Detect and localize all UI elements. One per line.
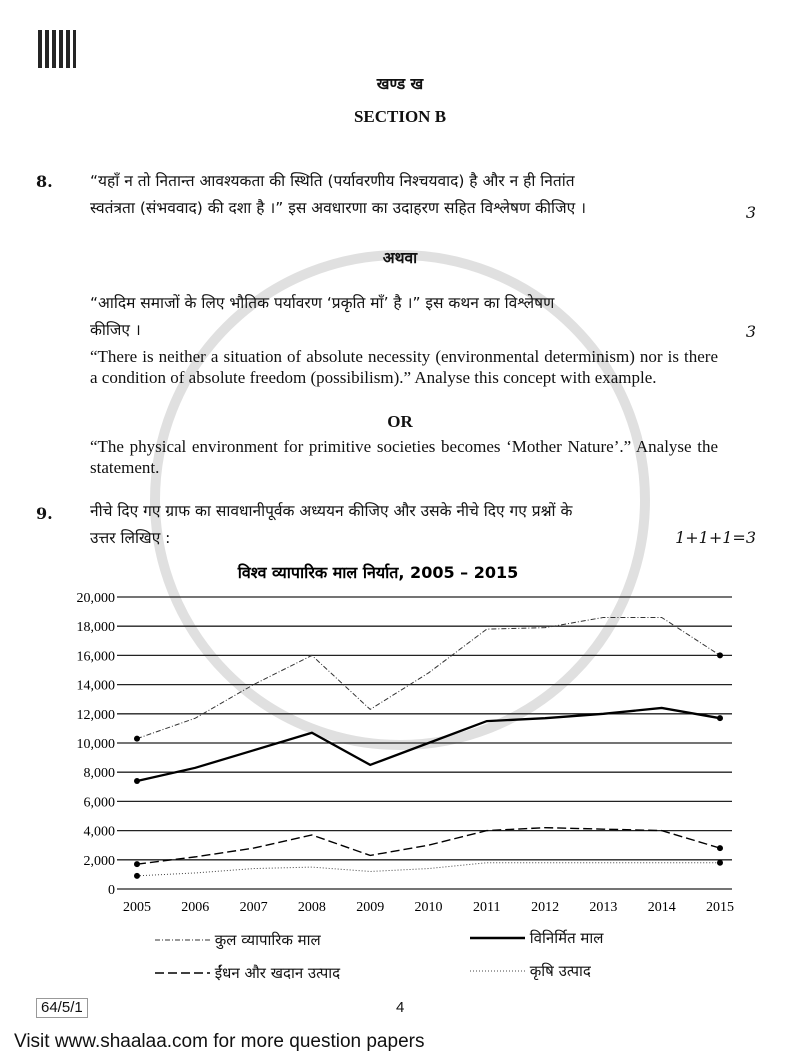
x-tick-label: 2015 (706, 900, 734, 915)
question-8-marks: 3 (745, 203, 756, 222)
x-tick-label: 2007 (239, 900, 268, 915)
question-9-number: 9. (36, 504, 53, 523)
section-title-hindi: खण्ड ख (376, 75, 424, 93)
y-tick-label: 10,000 (76, 737, 115, 752)
question-8-alt-marks: 3 (745, 322, 756, 341)
line-chart (0, 550, 800, 930)
x-tick-label: 2006 (181, 900, 210, 915)
data-point (134, 736, 140, 742)
x-tick-label: 2012 (531, 900, 560, 915)
y-tick-label: 4,000 (83, 824, 115, 840)
y-tick-label: 12,000 (76, 707, 115, 723)
y-tick-label: 8,000 (83, 766, 115, 782)
visit-link[interactable]: Visit www.shaalaa.com for more question papers (14, 1031, 425, 1052)
data-point (717, 715, 723, 721)
y-tick-label: 0 (108, 883, 115, 898)
y-tick-label: 18,000 (76, 620, 115, 636)
series-line-3 (137, 863, 720, 876)
data-point (134, 873, 140, 879)
legend-label: विनिर्मित माल (529, 929, 604, 947)
legend-item-agriculture (470, 961, 591, 981)
legend-item-total (155, 930, 321, 950)
data-point (717, 860, 723, 866)
question-8-english: “There is neither a situation of absolute necessity (environmental determinism) nor is there a condition of absolute freedom (possibilism).” Analyse this concept with example. (90, 347, 718, 387)
y-tick-label: 16,000 (76, 649, 115, 665)
dash-dot-line-icon (155, 935, 210, 945)
or-hindi: अथवा (382, 249, 418, 267)
legend-label: कृषि उत्पाद (529, 962, 591, 980)
question-8-number: 8. (36, 172, 53, 191)
data-point (717, 845, 723, 851)
y-tick-label: 2,000 (83, 853, 115, 869)
x-tick-label: 2005 (123, 900, 151, 915)
dotted-line-icon (470, 966, 525, 976)
chart-title: विश्व व्यापारिक माल निर्यात, 2005 – 2015 (237, 563, 519, 582)
x-tick-label: 2009 (356, 900, 385, 915)
text-line: स्वतंत्रता (संभववाद) की दशा है ।” इस अवधारणा का उदाहरण सहित विश्लेषण कीजिए । (90, 199, 586, 217)
solid-line-icon (470, 933, 525, 943)
question-8-alt-hindi (90, 290, 718, 344)
dashed-line-icon (155, 968, 210, 978)
paper-code: 64/5/1 (36, 998, 88, 1018)
text-line: नीचे दिए गए ग्राफ का सावधानीपूर्वक अध्ययन कीजिए और उसके नीचे दिए गए प्रश्नों के (90, 502, 573, 520)
question-9-hindi (90, 498, 718, 552)
x-tick-label: 2014 (647, 900, 676, 915)
question-9-marks: 1+1+1=3 (675, 528, 756, 547)
y-tick-label: 14,000 (76, 678, 115, 694)
legend-item-fuel (155, 963, 340, 983)
x-tick-label: 2011 (473, 900, 501, 915)
text-line: “आदिम समाजों के लिए भौतिक पर्यावरण ‘प्रकृति माँ’ है ।” इस कथन का विश्लेषण (90, 294, 555, 312)
legend-item-manufactured (470, 928, 603, 948)
series-line-0 (137, 617, 720, 738)
question-8-alt-english: “The physical environment for primitive societies becomes ‘Mother Nature’.” Analyse the statement. (90, 437, 718, 477)
y-tick-label: 20,000 (76, 591, 115, 606)
legend-label: ईंधन और खदान उत्पाद (214, 964, 341, 982)
x-tick-label: 2013 (589, 900, 618, 915)
page-number: 4 (396, 999, 405, 1016)
legend-label: कुल व्यापारिक माल (214, 931, 321, 949)
data-point (717, 652, 723, 658)
question-8-hindi (90, 168, 718, 222)
text-line: कीजिए । (90, 321, 141, 339)
qr-code (38, 30, 76, 68)
text-line: उत्तर लिखिए : (90, 529, 171, 547)
data-point (134, 861, 140, 867)
series-line-1 (137, 708, 720, 781)
y-tick-label: 6,000 (83, 795, 115, 811)
series-line-2 (137, 828, 720, 865)
section-title-english: SECTION B (353, 107, 447, 126)
or-english: OR (387, 412, 413, 431)
data-point (134, 778, 140, 784)
x-tick-label: 2010 (414, 900, 443, 915)
x-tick-label: 2008 (297, 900, 326, 915)
text-line: “यहाँ न तो नितान्त आवश्यकता की स्थिति (पर्यावरणीय निश्चयवाद) है और न ही नितांत (90, 172, 575, 190)
